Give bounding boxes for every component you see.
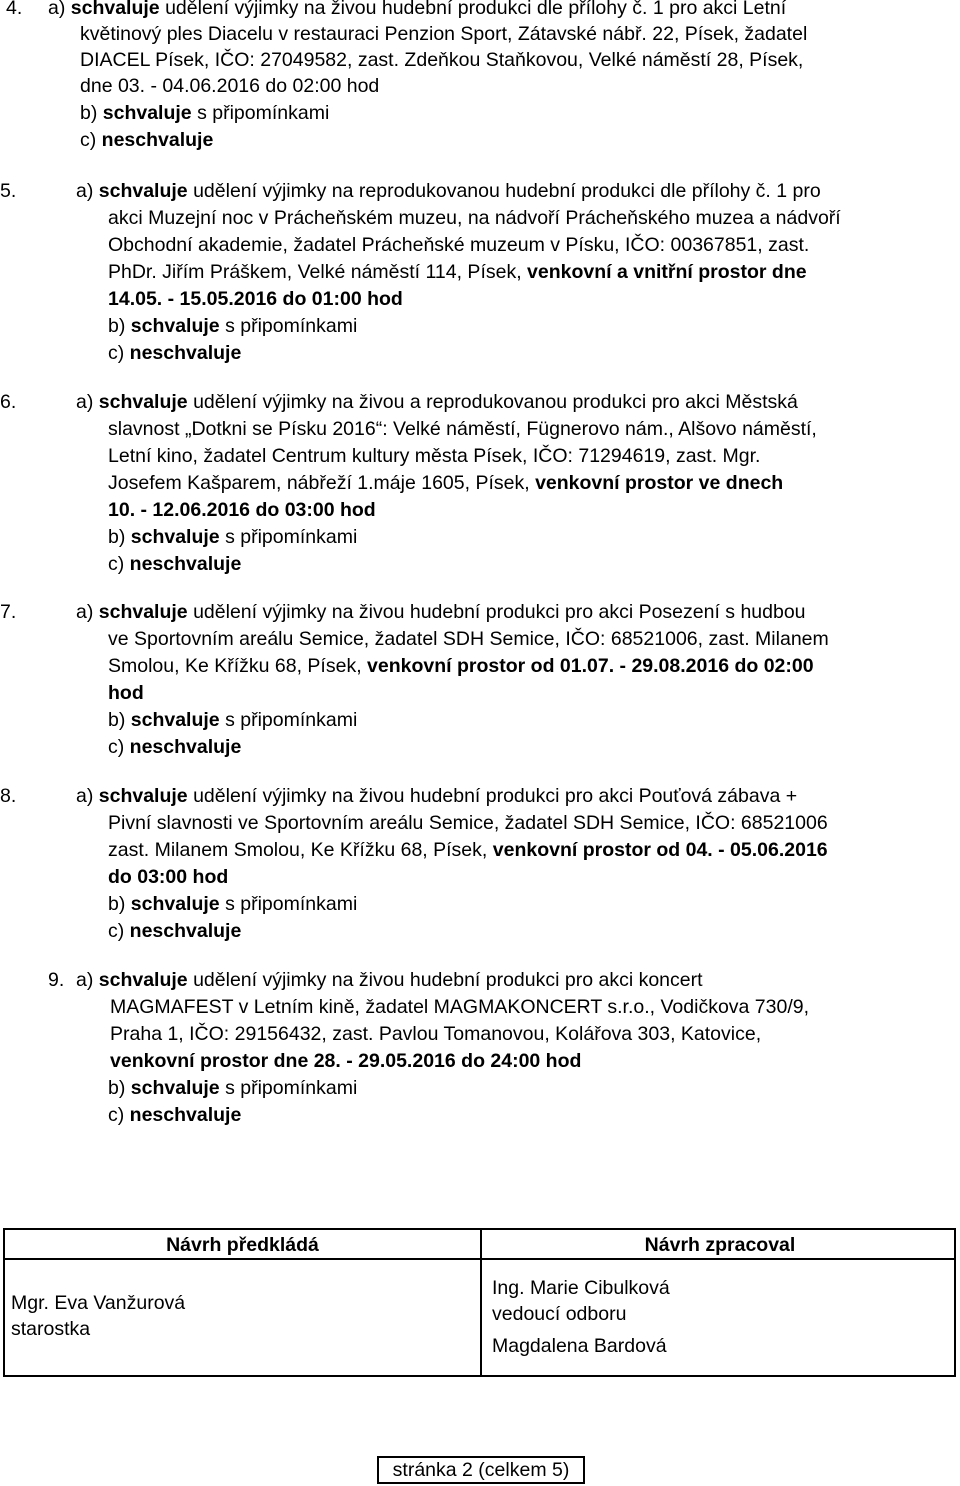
option-c-verb: neschvaluje (129, 736, 242, 758)
item-text-line-bold: hod (108, 682, 144, 704)
item-text-line-bold: 14.05. - 15.05.2016 do 01:00 hod (108, 288, 403, 310)
option-a-verb: schvaluje (98, 785, 188, 807)
item-text-line: Smolou, Ke Křížku 68, Písek, (108, 655, 362, 677)
item-number: 9. (48, 969, 65, 991)
item-text-line-bold: venkovní prostor dne 28. - 29.05.2016 do 24:00 hod (110, 1050, 582, 1072)
option-b-verb: schvaluje (102, 102, 192, 124)
option-c-verb: neschvaluje (129, 342, 242, 364)
option-b-verb: schvaluje (130, 709, 220, 731)
item-text-line: udělení výjimky na reprodukovanou hudební produkci dle přílohy č. 1 pro (193, 180, 821, 202)
item-text-line: květinový ples Diacelu v restauraci Penzion Sport, Zátavské nábř. 22, Písek, žadatel (80, 23, 808, 45)
option-b-prefix: b) (108, 893, 126, 915)
item-text-line: udělení výjimky na živou hudební produkci pro akci Posezení s hudbou (193, 601, 806, 623)
proposer-header: Návrh předkládá (166, 1234, 319, 1256)
item-text-line-bold: venkovní prostor ve dnech (535, 472, 784, 494)
option-a-prefix: a) (76, 601, 94, 623)
option-c-verb: neschvaluje (129, 920, 242, 942)
item-text-line: slavnost „Dotkni se Písku 2016“: Velké náměstí, Fügnerovo nám., Alšovo náměstí, (108, 418, 817, 440)
option-b-rest: s připomínkami (225, 526, 358, 548)
item-text-line: Praha 1, IČO: 29156432, zast. Pavlou Tomanovou, Kolářova 303, Katovice, (110, 1023, 762, 1045)
option-c-prefix: c) (108, 553, 125, 575)
item-number: 5. (0, 180, 17, 202)
option-b-verb: schvaluje (130, 315, 220, 337)
option-a-prefix: a) (76, 785, 94, 807)
item-text-line: udělení výjimky na živou hudební produkci dle přílohy č. 1 pro akci Letní (165, 0, 787, 19)
option-b-verb: schvaluje (130, 1077, 220, 1099)
item-number: 8. (0, 785, 17, 807)
item-text-line: PhDr. Jiřím Práškem, Velké náměstí 114, Písek, (108, 261, 522, 283)
item-text-line: udělení výjimky na živou a reprodukovanou produkci pro akci Městská (193, 391, 798, 413)
item-text-line-bold: venkovní prostor od 04. - 05.06.2016 (492, 839, 828, 861)
option-c-prefix: c) (108, 920, 125, 942)
item-text-line: Pivní slavnosti ve Sportovním areálu Semice, žadatel SDH Semice, IČO: 68521006 (108, 812, 828, 834)
page-counter: stránka 2 (celkem 5) (377, 1456, 585, 1484)
option-a-prefix: a) (76, 969, 94, 991)
item-text-line: udělení výjimky na živou hudební produkci pro akci Pouťová zábava + (193, 785, 798, 807)
option-a-prefix: a) (76, 391, 94, 413)
item-text-line: dne 03. - 04.06.2016 do 02:00 hod (80, 75, 380, 97)
item-text-line-bold: venkovní a vnitřní prostor dne (527, 261, 807, 283)
option-a-verb: schvaluje (70, 0, 160, 19)
option-b-prefix: b) (108, 1077, 126, 1099)
item-text-line: Obchodní akademie, žadatel Prácheňské muzeum v Písku, IČO: 00367851, zast. (108, 234, 810, 256)
option-b-verb: schvaluje (130, 526, 220, 548)
option-a-prefix: a) (76, 180, 94, 202)
author-name-2: Magdalena Bardová (492, 1335, 667, 1357)
proposer-role: starostka (11, 1318, 91, 1340)
item-text-line: zast. Milanem Smolou, Ke Křížku 68, Písek, (108, 839, 488, 861)
item-text-line: DIACEL Písek, IČO: 27049582, zast. Zdeňkou Staňkovou, Velké náměstí 28, Písek, (80, 49, 804, 71)
option-a-verb: schvaluje (98, 180, 188, 202)
item-number: 7. (0, 601, 17, 623)
option-b-prefix: b) (80, 102, 98, 124)
item-text-line: Josefem Kašparem, nábřeží 1.máje 1605, Písek, (108, 472, 530, 494)
item-number: 6. (0, 391, 17, 413)
table-header-divider (3, 1258, 956, 1260)
option-c-verb: neschvaluje (101, 129, 214, 151)
item-number: 4. (6, 0, 23, 19)
option-a-verb: schvaluje (98, 969, 188, 991)
option-c-prefix: c) (108, 1104, 125, 1126)
option-b-rest: s připomínkami (225, 1077, 358, 1099)
author-name: Ing. Marie Cibulková (492, 1277, 670, 1299)
signature-cell-author (481, 1229, 955, 1376)
item-text-line-bold: 10. - 12.06.2016 do 03:00 hod (108, 499, 376, 521)
option-a-verb: schvaluje (98, 391, 188, 413)
option-b-rest: s připomínkami (197, 102, 330, 124)
item-text-line: ve Sportovním areálu Semice, žadatel SDH Semice, IČO: 68521006, zast. Milanem (108, 628, 829, 650)
item-text-line: akci Muzejní noc v Prácheňském muzeu, na nádvoří Prácheňského muzea a nádvoří (108, 207, 841, 229)
item-text-line: Letní kino, žadatel Centrum kultury města Písek, IČO: 71294619, zast. Mgr. (108, 445, 761, 467)
option-b-prefix: b) (108, 709, 126, 731)
option-a-prefix: a) (48, 0, 66, 19)
item-text-line: MAGMAFEST v Letním kině, žadatel MAGMAKONCERT s.r.o., Vodičkova 730/9, (110, 996, 810, 1018)
option-b-rest: s připomínkami (225, 315, 358, 337)
option-c-verb: neschvaluje (129, 553, 242, 575)
author-role: vedoucí odboru (492, 1303, 627, 1325)
item-text-line-bold: venkovní prostor od 01.07. - 29.08.2016 do 02:00 (367, 655, 814, 677)
option-c-prefix: c) (108, 736, 125, 758)
author-header: Návrh zpracoval (644, 1234, 796, 1256)
option-b-prefix: b) (108, 315, 126, 337)
item-text-line: udělení výjimky na živou hudební produkci pro akci koncert (193, 969, 703, 991)
option-b-verb: schvaluje (130, 893, 220, 915)
option-b-rest: s připomínkami (225, 893, 358, 915)
option-c-prefix: c) (108, 342, 125, 364)
proposer-name: Mgr. Eva Vanžurová (11, 1292, 186, 1314)
option-b-prefix: b) (108, 526, 126, 548)
option-c-verb: neschvaluje (129, 1104, 242, 1126)
signature-table (3, 1228, 956, 1377)
signature-cell-proposer (4, 1229, 481, 1376)
option-a-verb: schvaluje (98, 601, 188, 623)
option-c-prefix: c) (80, 129, 97, 151)
option-b-rest: s připomínkami (225, 709, 358, 731)
item-text-line-bold: do 03:00 hod (108, 866, 229, 888)
